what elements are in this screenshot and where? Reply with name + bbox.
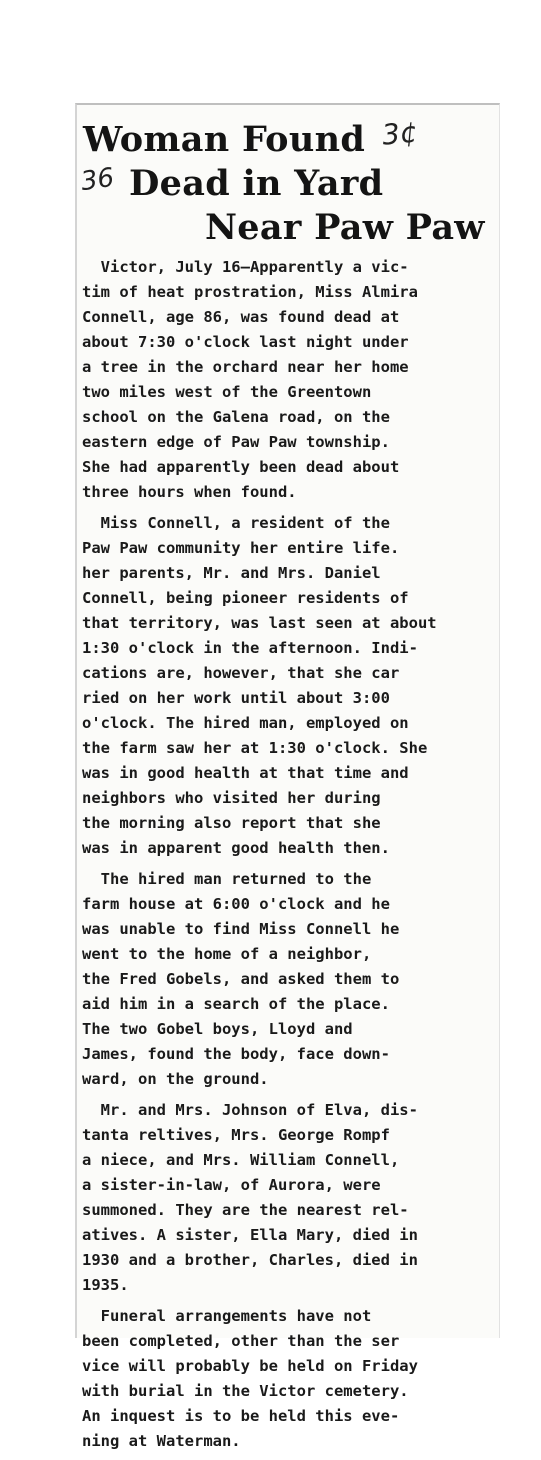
article-line: 1935. — [82, 1276, 129, 1294]
article-line: a tree in the orchard near her home — [82, 358, 409, 376]
article-line: farm house at 6:00 o'clock and he — [82, 895, 390, 913]
article-paragraph — [82, 255, 492, 505]
article-line: ning at Waterman. — [82, 1432, 241, 1450]
handwritten-note-side: 36 — [79, 162, 117, 198]
handwritten-note-top: 3¢ — [380, 115, 420, 152]
article-line: James, found the body, face down- — [82, 1045, 390, 1063]
article-line: vice will probably be held on Friday — [82, 1357, 418, 1375]
article-line: three hours when found. — [82, 483, 297, 501]
headline-line-2: Dead in Yard — [129, 163, 384, 204]
article-line: eastern edge of Paw Paw township. — [82, 433, 390, 451]
article-line: cations are, however, that she car — [82, 664, 400, 682]
article-paragraph — [82, 1304, 492, 1454]
article-line: atives. A sister, Ella Mary, died in — [82, 1226, 418, 1244]
article-line: aid him in a search of the place. — [82, 995, 390, 1013]
article-body — [82, 255, 492, 1460]
article-line: that territory, was last seen at about — [82, 614, 437, 632]
headline-line-1: Woman Found — [83, 119, 366, 160]
article-line: Victor, July 16—Apparently a vic- — [82, 258, 409, 276]
article-line: ried on her work until about 3:00 — [82, 689, 390, 707]
article-line: the morning also report that she — [82, 814, 381, 832]
article-line: ward, on the ground. — [82, 1070, 269, 1088]
article-line: the Fred Gobels, and asked them to — [82, 970, 400, 988]
article-line: 1930 and a brother, Charles, died in — [82, 1251, 418, 1269]
article-line: Connell, age 86, was found dead at — [82, 308, 400, 326]
article-line: Miss Connell, a resident of the — [82, 514, 390, 532]
article-line: was in good health at that time and — [82, 764, 409, 782]
article-line: tanta reltives, Mrs. George Rompf — [82, 1126, 390, 1144]
article-line: her parents, Mr. and Mrs. Daniel — [82, 564, 381, 582]
article-line: tim of heat prostration, Miss Almira — [82, 283, 418, 301]
article-line: summoned. They are the nearest rel- — [82, 1201, 409, 1219]
article-line: Funeral arrangements have not — [82, 1307, 372, 1325]
article-line: An inquest is to be held this eve- — [82, 1407, 400, 1425]
article-line: o'clock. The hired man, employed on — [82, 714, 409, 732]
article-line: a niece, and Mrs. William Connell, — [82, 1151, 400, 1169]
article-line: Connell, being pioneer residents of — [82, 589, 409, 607]
headline-line-3: Near Paw Paw — [205, 207, 485, 248]
article-line: with burial in the Victor cemetery. — [82, 1382, 409, 1400]
article-line: been completed, other than the ser — [82, 1332, 400, 1350]
article-paragraph — [82, 1098, 492, 1298]
article-line: neighbors who visited her during — [82, 789, 381, 807]
article-line: The two Gobel boys, Lloyd and — [82, 1020, 353, 1038]
newspaper-clipping — [75, 103, 500, 1450]
article-line: was unable to find Miss Connell he — [82, 920, 400, 938]
article-line: a sister-in-law, of Aurora, were — [82, 1176, 381, 1194]
article-line: school on the Galena road, on the — [82, 408, 390, 426]
article-line: 1:30 o'clock in the afternoon. Indi- — [82, 639, 418, 657]
article-line: about 7:30 o'clock last night under — [82, 333, 409, 351]
article-paragraph — [82, 867, 492, 1092]
article-paragraph — [82, 511, 492, 861]
article-line: the farm saw her at 1:30 o'clock. She — [82, 739, 428, 757]
article-line: Paw Paw community her entire life. — [82, 539, 400, 557]
article-line: She had apparently been dead about — [82, 458, 400, 476]
article-line: went to the home of a neighbor, — [82, 945, 372, 963]
article-line: Mr. and Mrs. Johnson of Elva, dis- — [82, 1101, 418, 1119]
article-line: two miles west of the Greentown — [82, 383, 372, 401]
article-line: was in apparent good health then. — [82, 839, 390, 857]
article-line: The hired man returned to the — [82, 870, 372, 888]
